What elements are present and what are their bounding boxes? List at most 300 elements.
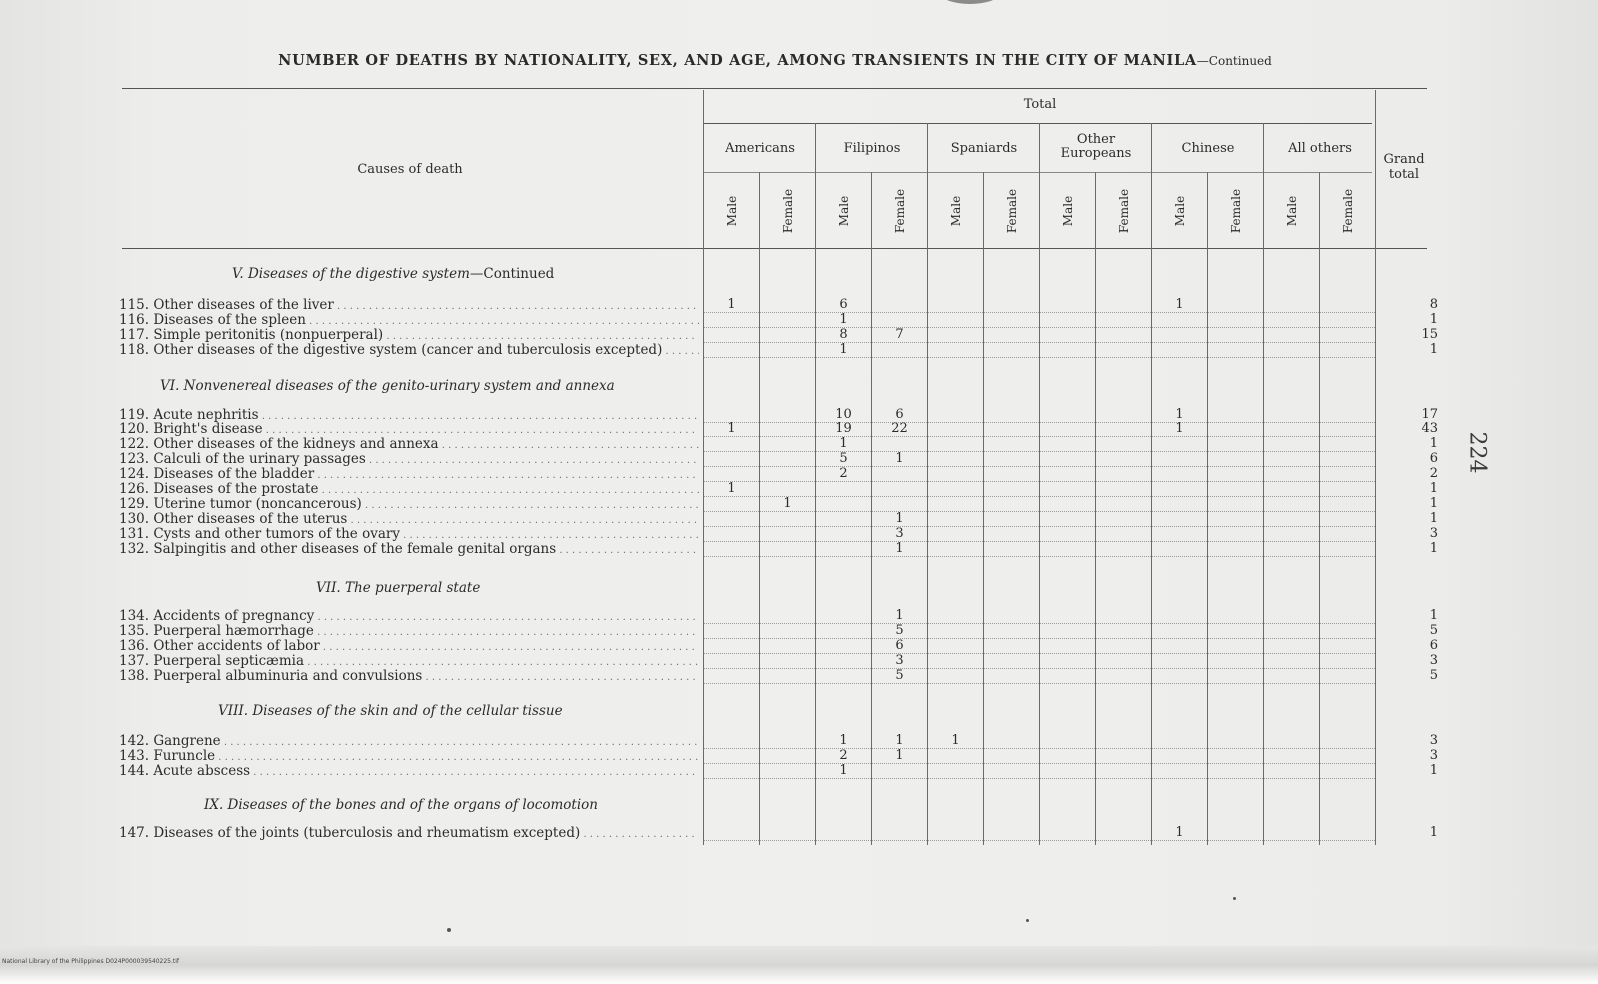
- value-cell: 3: [872, 527, 927, 542]
- value-cell: [1040, 542, 1095, 557]
- value-cell: 1: [816, 764, 871, 779]
- value-cell: [984, 654, 1039, 669]
- cause-label: 129. Uterine tumor (noncancerous) . . .: [119, 497, 699, 513]
- value-cell: [1208, 734, 1263, 749]
- value-cell: [984, 542, 1039, 557]
- value-cell: [1208, 826, 1263, 841]
- group-filipinos: Filipinos: [843, 141, 901, 156]
- grand-total-cell: 6: [1429, 451, 1438, 466]
- value-cell: [704, 452, 759, 467]
- grand-total-cell: 6: [1429, 638, 1438, 653]
- value-cell: [1320, 512, 1375, 527]
- value-cell: [928, 467, 983, 482]
- value-cell: [1264, 654, 1319, 669]
- value-cell: 6: [872, 639, 927, 654]
- value-cell: [1096, 527, 1151, 542]
- value-cell: [1208, 467, 1263, 482]
- value-cell: [1264, 467, 1319, 482]
- value-cell: [1096, 452, 1151, 467]
- cause-label: 120. Bright's disease . . .: [119, 422, 699, 438]
- cause-label: 142. Gangrene . . .: [119, 734, 699, 750]
- group-other-europeans: Other Europeans: [1060, 132, 1132, 161]
- grand-total-cell: 3: [1429, 526, 1438, 541]
- value-cell: 1: [1152, 408, 1207, 423]
- value-cell: 1: [872, 512, 927, 527]
- value-cell: [1096, 542, 1151, 557]
- value-cell: [1152, 343, 1207, 358]
- value-cell: [760, 654, 815, 669]
- value-cell: [1320, 437, 1375, 452]
- section-heading: IX. Diseases of the bones and of the organs of locomotion: [204, 797, 598, 813]
- cause-label: 123. Calculi of the urinary passages . . .: [119, 452, 699, 468]
- cause-label: 147. Diseases of the joints (tuberculosis and rheumatism excepted) . . .: [119, 826, 699, 842]
- value-cell: [760, 542, 815, 557]
- value-cell: [984, 452, 1039, 467]
- value-cell: [704, 609, 759, 624]
- value-cell: [872, 467, 927, 482]
- value-cell: [1096, 609, 1151, 624]
- value-cell: 6: [872, 408, 927, 423]
- value-cell: [872, 437, 927, 452]
- filipinos-female-header: Female: [893, 188, 907, 234]
- value-cell: [1264, 826, 1319, 841]
- total-rule: [704, 123, 1372, 124]
- value-cell: [704, 639, 759, 654]
- chinese-male-header: Male: [1173, 195, 1187, 227]
- value-cell: [1320, 482, 1375, 497]
- grand-total-cell: 15: [1421, 327, 1438, 342]
- value-cell: [1320, 542, 1375, 557]
- value-cell: [928, 408, 983, 423]
- value-cell: [1152, 452, 1207, 467]
- value-cell: [1320, 408, 1375, 423]
- value-cell: 1: [760, 497, 815, 512]
- section-continued: —Continued: [469, 266, 555, 282]
- value-cell: [872, 764, 927, 779]
- value-cell: [760, 313, 815, 328]
- table-row: [0, 749, 1598, 763]
- value-cell: [1040, 313, 1095, 328]
- value-cell: [1208, 639, 1263, 654]
- value-cell: [1096, 343, 1151, 358]
- value-cell: [1152, 512, 1207, 527]
- value-cell: [1264, 609, 1319, 624]
- cause-label: 117. Simple peritonitis (nonpuerperal) . . .: [119, 328, 699, 344]
- value-cell: [1208, 313, 1263, 328]
- value-cell: [760, 527, 815, 542]
- value-cell: [704, 497, 759, 512]
- value-cell: [984, 422, 1039, 437]
- cause-label: 116. Diseases of the spleen . . .: [119, 313, 699, 329]
- value-cell: [1320, 527, 1375, 542]
- value-cell: [1152, 328, 1207, 343]
- value-cell: 7: [872, 328, 927, 343]
- footer-text: National Library of the Philippines D024P000039540225.tif: [2, 958, 180, 965]
- value-cell: [704, 764, 759, 779]
- value-cell: [1152, 482, 1207, 497]
- value-cell: [1096, 749, 1151, 764]
- value-cell: [984, 609, 1039, 624]
- value-cell: 1: [704, 422, 759, 437]
- value-cell: [1264, 298, 1319, 313]
- value-cell: [1152, 734, 1207, 749]
- value-cell: [1096, 328, 1151, 343]
- value-cell: [1096, 764, 1151, 779]
- grand-total-cell: 17: [1421, 407, 1438, 422]
- value-cell: 2: [816, 467, 871, 482]
- binding-hole: [940, 0, 1000, 4]
- value-cell: [984, 298, 1039, 313]
- value-cell: [704, 624, 759, 639]
- value-cell: [1040, 298, 1095, 313]
- group-all-others: All others: [1288, 141, 1352, 156]
- value-cell: [1040, 512, 1095, 527]
- value-cell: [760, 298, 815, 313]
- value-cell: [816, 639, 871, 654]
- value-cell: [984, 669, 1039, 684]
- value-cell: [1096, 624, 1151, 639]
- value-cell: [928, 749, 983, 764]
- value-cell: [1264, 343, 1319, 358]
- europeans-male-header: Male: [1061, 195, 1075, 227]
- value-cell: [1208, 328, 1263, 343]
- speck: [1233, 897, 1236, 900]
- value-cell: [928, 497, 983, 512]
- value-cell: [1040, 437, 1095, 452]
- value-cell: [984, 437, 1039, 452]
- value-cell: [760, 826, 815, 841]
- value-cell: [1152, 527, 1207, 542]
- grand-total-cell: 43: [1421, 421, 1438, 436]
- value-cell: [984, 408, 1039, 423]
- value-cell: [760, 624, 815, 639]
- section-title: V. Diseases of the digestive system: [232, 266, 470, 282]
- value-cell: [760, 609, 815, 624]
- value-cell: 1: [816, 343, 871, 358]
- table-row: [0, 527, 1598, 541]
- value-cell: [1264, 734, 1319, 749]
- cause-label: 119. Acute nephritis . . .: [119, 408, 699, 424]
- value-cell: [984, 482, 1039, 497]
- table-row: [0, 313, 1598, 327]
- value-cell: [816, 624, 871, 639]
- value-cell: [872, 343, 927, 358]
- value-cell: [1040, 639, 1095, 654]
- value-cell: [760, 343, 815, 358]
- value-cell: [1320, 313, 1375, 328]
- value-cell: 5: [872, 669, 927, 684]
- value-cell: [1264, 764, 1319, 779]
- value-cell: [928, 527, 983, 542]
- grand-total-header: Grand total: [1383, 152, 1425, 182]
- value-cell: [928, 452, 983, 467]
- value-cell: [704, 734, 759, 749]
- value-cell: [1096, 734, 1151, 749]
- value-cell: [1152, 669, 1207, 684]
- cause-label: 136. Other accidents of labor . . .: [119, 639, 699, 655]
- value-cell: [984, 328, 1039, 343]
- cause-label: 137. Puerperal septicæmia . . .: [119, 654, 699, 670]
- grand-total-cell: 1: [1429, 496, 1438, 511]
- value-cell: [984, 639, 1039, 654]
- grand-total-cell: 1: [1429, 312, 1438, 327]
- value-cell: [1264, 639, 1319, 654]
- speck: [447, 928, 451, 932]
- value-cell: [1096, 467, 1151, 482]
- value-cell: [1208, 422, 1263, 437]
- value-cell: [1320, 422, 1375, 437]
- value-cell: [816, 497, 871, 512]
- value-cell: [1096, 497, 1151, 512]
- table-row: [0, 609, 1598, 623]
- value-cell: [1152, 654, 1207, 669]
- value-cell: [1320, 826, 1375, 841]
- value-cell: [1096, 408, 1151, 423]
- value-cell: [1040, 408, 1095, 423]
- value-cell: [760, 749, 815, 764]
- value-cell: [760, 467, 815, 482]
- value-cell: [1264, 313, 1319, 328]
- value-cell: [760, 639, 815, 654]
- cause-label: 118. Other diseases of the digestive system (cancer and tuberculosis excepted) . . .: [119, 343, 699, 359]
- header-top-rule: [122, 88, 1427, 89]
- table-row: [0, 624, 1598, 638]
- cause-label: 124. Diseases of the bladder . . .: [119, 467, 699, 483]
- value-cell: [1320, 764, 1375, 779]
- value-cell: 6: [816, 298, 871, 313]
- table-row: [0, 422, 1598, 436]
- value-cell: [1040, 527, 1095, 542]
- americans-female-header: Female: [781, 188, 795, 234]
- value-cell: [1208, 408, 1263, 423]
- table-row: [0, 512, 1598, 526]
- others-female-header: Female: [1341, 188, 1355, 234]
- grand-total-cell: 3: [1429, 748, 1438, 763]
- value-cell: [1208, 452, 1263, 467]
- table-row: [0, 654, 1598, 668]
- table-row: [0, 437, 1598, 451]
- value-cell: 1: [816, 313, 871, 328]
- value-cell: [928, 437, 983, 452]
- value-cell: [928, 654, 983, 669]
- value-cell: [1096, 512, 1151, 527]
- value-cell: [1208, 654, 1263, 669]
- europeans-female-header: Female: [1117, 188, 1131, 234]
- value-cell: 1: [872, 452, 927, 467]
- value-cell: [928, 298, 983, 313]
- cause-label: 126. Diseases of the prostate . . .: [119, 482, 699, 498]
- value-cell: [1040, 654, 1095, 669]
- value-cell: [1208, 343, 1263, 358]
- value-cell: 1: [816, 437, 871, 452]
- value-cell: [760, 422, 815, 437]
- value-cell: [1040, 749, 1095, 764]
- grand-total-cell: 5: [1429, 623, 1438, 638]
- value-cell: [984, 624, 1039, 639]
- group-spaniards: Spaniards: [950, 141, 1018, 156]
- value-cell: [1320, 609, 1375, 624]
- grand-total-cell: 5: [1429, 668, 1438, 683]
- value-cell: [1320, 328, 1375, 343]
- value-cell: [1264, 669, 1319, 684]
- table-row: [0, 669, 1598, 683]
- speck: [1026, 919, 1029, 922]
- value-cell: [1096, 422, 1151, 437]
- value-cell: [872, 313, 927, 328]
- value-cell: [1208, 669, 1263, 684]
- grand-total-cell: 1: [1429, 825, 1438, 840]
- group-americans: Americans: [725, 141, 795, 156]
- value-cell: [760, 328, 815, 343]
- value-cell: [1320, 467, 1375, 482]
- value-cell: [872, 497, 927, 512]
- value-cell: [704, 654, 759, 669]
- value-cell: 1: [872, 609, 927, 624]
- grand-total-cell: 1: [1429, 608, 1438, 623]
- value-cell: [1208, 542, 1263, 557]
- value-cell: [1096, 313, 1151, 328]
- value-cell: [1040, 343, 1095, 358]
- value-cell: 22: [872, 422, 927, 437]
- value-cell: 1: [872, 734, 927, 749]
- value-cell: [928, 343, 983, 358]
- value-cell: [816, 654, 871, 669]
- value-cell: [1264, 527, 1319, 542]
- value-cell: [816, 542, 871, 557]
- value-cell: [1096, 669, 1151, 684]
- spaniards-male-header: Male: [949, 195, 963, 227]
- value-cell: 1: [704, 482, 759, 497]
- value-cell: [1096, 298, 1151, 313]
- table-row: [0, 497, 1598, 511]
- value-cell: [928, 512, 983, 527]
- value-cell: 1: [1152, 422, 1207, 437]
- value-cell: [760, 734, 815, 749]
- value-cell: [816, 669, 871, 684]
- value-cell: [1208, 512, 1263, 527]
- value-cell: [1040, 497, 1095, 512]
- value-cell: 2: [816, 749, 871, 764]
- cause-label: 122. Other diseases of the kidneys and annexa . . .: [119, 437, 699, 453]
- value-cell: [1152, 749, 1207, 764]
- value-cell: 1: [1152, 298, 1207, 313]
- value-cell: [1152, 467, 1207, 482]
- value-cell: [984, 512, 1039, 527]
- value-cell: [760, 452, 815, 467]
- value-cell: [1320, 749, 1375, 764]
- value-cell: [1320, 734, 1375, 749]
- value-cell: [984, 527, 1039, 542]
- value-cell: [1320, 624, 1375, 639]
- grand-total-cell: 2: [1429, 466, 1438, 481]
- value-cell: [816, 527, 871, 542]
- page-edge: [0, 946, 1598, 984]
- group-rule: [704, 172, 1372, 173]
- value-cell: [1040, 467, 1095, 482]
- table-row: [0, 452, 1598, 466]
- americans-male-header: Male: [725, 195, 739, 227]
- cause-label: 143. Furuncle . . .: [119, 749, 699, 765]
- grand-total-cell: 3: [1429, 733, 1438, 748]
- value-cell: 1: [872, 749, 927, 764]
- table-row: [0, 734, 1598, 748]
- value-cell: [928, 639, 983, 654]
- value-cell: [1320, 639, 1375, 654]
- table-title: [0, 52, 1550, 69]
- value-cell: [1208, 497, 1263, 512]
- value-cell: [928, 313, 983, 328]
- value-cell: [760, 482, 815, 497]
- value-cell: [1152, 313, 1207, 328]
- value-cell: 5: [816, 452, 871, 467]
- value-cell: [984, 467, 1039, 482]
- value-cell: [1208, 482, 1263, 497]
- value-cell: [1096, 437, 1151, 452]
- value-cell: [984, 764, 1039, 779]
- others-male-header: Male: [1285, 195, 1299, 227]
- value-cell: [872, 298, 927, 313]
- spaniards-female-header: Female: [1005, 188, 1019, 234]
- cause-label: 134. Accidents of pregnancy . . .: [119, 609, 699, 625]
- filipinos-male-header: Male: [837, 195, 851, 227]
- table-row: [0, 298, 1598, 312]
- grand-total-cell: 3: [1429, 653, 1438, 668]
- value-cell: [1264, 542, 1319, 557]
- value-cell: [760, 669, 815, 684]
- value-cell: [760, 437, 815, 452]
- value-cell: 1: [872, 542, 927, 557]
- value-cell: [1208, 609, 1263, 624]
- value-cell: [704, 512, 759, 527]
- value-cell: [704, 328, 759, 343]
- chinese-female-header: Female: [1229, 188, 1243, 234]
- value-cell: [704, 826, 759, 841]
- value-cell: [1152, 542, 1207, 557]
- value-cell: [1040, 764, 1095, 779]
- value-cell: 1: [1152, 826, 1207, 841]
- value-cell: [1264, 512, 1319, 527]
- value-cell: [1264, 482, 1319, 497]
- grand-total-cell: 1: [1429, 541, 1438, 556]
- value-cell: [816, 482, 871, 497]
- value-cell: [1152, 764, 1207, 779]
- value-cell: [704, 437, 759, 452]
- table-row: [0, 826, 1598, 840]
- value-cell: [1320, 343, 1375, 358]
- value-cell: [1208, 437, 1263, 452]
- value-cell: [816, 512, 871, 527]
- value-cell: [928, 609, 983, 624]
- causes-header: Causes of death: [357, 162, 463, 177]
- cause-label: 130. Other diseases of the uterus . . .: [119, 512, 699, 528]
- value-cell: [1152, 639, 1207, 654]
- value-cell: [1208, 749, 1263, 764]
- value-cell: [984, 749, 1039, 764]
- value-cell: [872, 482, 927, 497]
- grand-total-cell: 1: [1429, 511, 1438, 526]
- value-cell: [816, 826, 871, 841]
- cause-label: 138. Puerperal albuminuria and convulsions . . .: [119, 669, 699, 685]
- grand-total-cell: 1: [1429, 436, 1438, 451]
- cause-label: 144. Acute abscess . . .: [119, 764, 699, 780]
- cause-label: 131. Cysts and other tumors of the ovary . . .: [119, 527, 699, 543]
- cause-label: 135. Puerperal hæmorrhage . . .: [119, 624, 699, 640]
- grand-total-cell: 1: [1429, 481, 1438, 496]
- table-row: [0, 343, 1598, 357]
- title-continued: —Continued: [1196, 54, 1272, 68]
- value-cell: [1040, 624, 1095, 639]
- grand-total-cell: 1: [1429, 763, 1438, 778]
